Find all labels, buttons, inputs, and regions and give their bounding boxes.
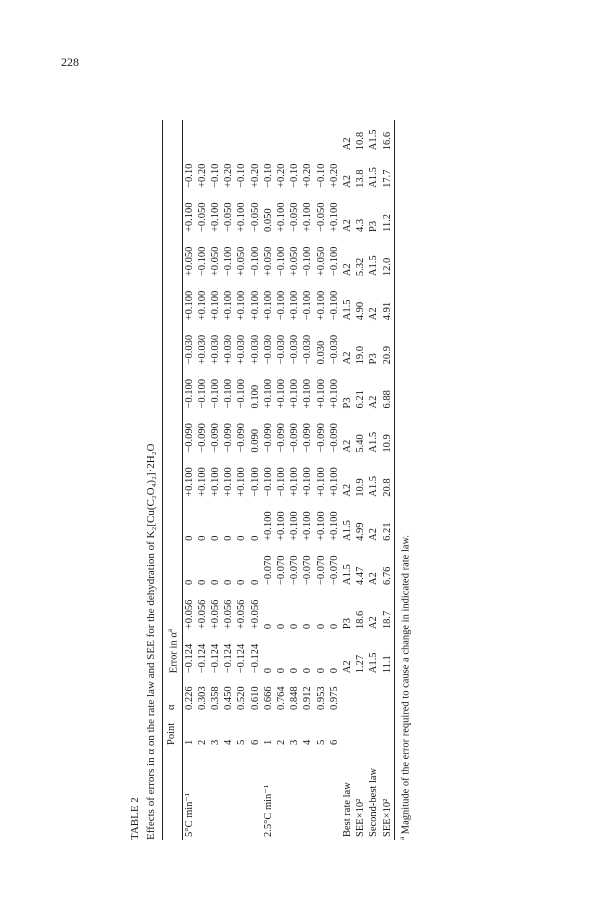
summary-cell: A2 [368,307,380,321]
table-cell: +0.056 [183,599,195,630]
table-cell: 0 [328,668,340,674]
table-cell: 4 [223,739,235,745]
table-cell: −0.10 [262,163,274,188]
table-row [182,120,196,840]
table-cell: +0.056 [249,599,261,630]
table-cell: 0.100 [249,384,261,409]
summary-label: SEE×10² [355,798,367,837]
table-row [196,120,209,840]
table-cell: +0.100 [302,378,314,409]
table-cell: −0.100 [328,290,340,321]
table-cell: −0.030 [183,334,195,365]
table-cell: −0.100 [302,246,314,277]
table-cell: −0.100 [223,378,235,409]
summary-cell: 18.6 [355,610,367,630]
summary-cell: 20.8 [381,478,393,497]
table-cell: +0.100 [223,290,235,321]
table-cell: 0.610 [249,686,261,711]
table-cell: −0.070 [275,555,287,585]
summary-cell: A2 [341,660,353,674]
table-cell: −0.10 [183,163,195,188]
summary-cell: A2 [341,351,353,365]
table-cell: 0 [183,535,195,541]
footnote-mark: a [397,836,406,840]
table-cell: +0.100 [315,378,327,409]
table-cell: +0.050 [183,246,195,277]
table-cell: 0.030 [315,340,327,365]
table-cell: +0.100 [262,378,274,409]
table-cell: −0.070 [289,555,301,585]
table-cell: −0.050 [315,202,327,232]
header-error-sup: a [166,629,174,633]
table-cell: +0.20 [275,163,287,188]
table-cell: 0.912 [302,686,314,711]
header-error [163,120,183,676]
table-cell: 0 [223,535,235,541]
table-cell: 1 [262,739,274,745]
table-cell: +0.100 [262,290,274,321]
summary-cell: 6.76 [381,566,393,585]
table-cell: −0.100 [249,467,261,497]
table-cell: −0.10 [236,163,248,188]
summary-cell: 5.32 [355,257,367,277]
table-row [288,120,301,840]
summary-cell: 16.6 [381,131,393,151]
footnote-text: Magnitude of the error required to cause a change in indicated rate law. [400,534,412,835]
table-cell: 0.520 [236,686,248,711]
summary-cell: A1.5 [368,129,380,151]
row-group-label [328,748,341,840]
summary-cell: A1.5 [341,564,353,585]
table-cell: +0.100 [315,511,327,541]
table-cell: +0.100 [183,290,195,321]
summary-cell: 6.88 [381,390,393,409]
header-point: Point [166,722,178,745]
table-cell: −0.100 [196,246,208,277]
row-group-label: 5°C min⁻¹ [183,792,195,837]
summary-cell: 4.91 [381,301,393,321]
summary-cell: 17.7 [381,169,393,188]
table-cell: 0 [289,668,301,674]
table-cell: −0.070 [262,555,274,585]
table-row [262,120,275,840]
summary-cell: 13.8 [355,169,367,188]
summary-cell: 12.0 [381,257,393,277]
table-cell: 4 [302,739,314,745]
table-cell: 1 [183,739,195,745]
summary-row [341,120,354,840]
table-row [315,120,328,840]
table-cell: 0.090 [249,429,261,453]
table-cell: +0.100 [236,467,248,497]
table-cell: −0.090 [289,423,301,453]
table-cell: +0.20 [328,163,340,188]
table-cell: +0.056 [196,599,208,630]
table-row [235,120,248,840]
summary-cell: 10.9 [355,478,367,497]
row-group-label [235,748,248,840]
summary-label: Second-best law [368,767,380,837]
table-cell: +0.100 [289,511,301,541]
table-cell: 0 [236,579,248,585]
table-cell: +0.056 [236,599,248,630]
row-group-label: 2.5°C min⁻¹ [262,785,274,837]
summary-cell: 4.47 [355,566,367,585]
table-cell: 0 [196,579,208,585]
table-cell: 6 [328,739,340,745]
table-cell: −0.100 [236,378,248,409]
table-cell: −0.124 [249,643,261,674]
table-row [328,120,341,840]
summary-cell: A2 [368,528,380,541]
table-cell: +0.030 [196,334,208,365]
table-cell: −0.100 [223,246,235,277]
table-cell: +0.030 [209,334,221,365]
table-cell: +0.050 [262,246,274,277]
table-cell: −0.090 [328,423,340,453]
table-cell: 0 [249,535,261,541]
summary-cell: A2 [341,219,353,232]
table-cell: −0.030 [289,334,301,365]
summary-cell: P3 [368,220,380,232]
table-cell: −0.100 [328,246,340,277]
summary-cell: A2 [368,395,380,409]
table-cell: 0 [209,579,221,585]
table-cell: −0.030 [302,334,314,365]
table-cell: −0.124 [183,643,195,674]
summary-label: SEE×10² [381,798,393,837]
row-group-label [275,748,288,840]
table-cell: −0.050 [249,202,261,232]
table-cell: +0.100 [262,511,274,541]
table-cell: −0.030 [275,334,287,365]
row-group-label [288,748,301,840]
table-cell: 5 [236,739,248,745]
summary-cell: 10.9 [381,434,393,453]
summary-cell: 19.0 [355,346,367,365]
table-cell: +0.100 [275,511,287,541]
summary-cell: A1.5 [368,167,380,188]
table-cell: +0.100 [275,378,287,409]
table-row [209,120,222,840]
table-cell: +0.100 [328,467,340,497]
table-cell: 0 [196,535,208,541]
header-alpha: α [166,704,178,711]
table-cell: −0.10 [209,163,221,188]
table-cell: −0.090 [223,423,235,453]
summary-cell: 10.8 [355,131,367,151]
table-cell: −0.090 [302,423,314,453]
summary-cell: A2 [341,137,353,151]
table-cell: 0 [275,668,287,674]
table-cell: +0.100 [302,467,314,497]
summary-cell: A1.5 [341,299,353,321]
table-cell: 6 [249,739,261,745]
table-cell: −0.100 [302,290,314,321]
summary-cell: P3 [368,353,380,365]
table-cell: +0.100 [328,202,340,232]
summary-cell: 5.40 [355,434,367,453]
table-cell: 0.848 [289,686,301,711]
table-cell: 0 [289,623,301,630]
table-cell: −0.100 [209,378,221,409]
table-cell: −0.100 [196,378,208,409]
table-cell: +0.030 [223,334,235,365]
table-cell: −0.100 [262,467,274,497]
table-cell: 3 [289,739,301,745]
summary-cell: 4.3 [355,218,367,232]
row-group-label [196,748,209,840]
table-cell: +0.050 [289,246,301,277]
table-cell: −0.124 [196,643,208,674]
rotated-table-block [128,120,458,840]
page-number: 228 [61,55,79,69]
table-cell: +0.056 [223,599,235,630]
table-cell: −0.124 [236,643,248,674]
summary-cell: A1.5 [368,652,380,674]
table-cell: 0 [328,623,340,630]
summary-cell: 11.2 [381,214,393,232]
table-cell: +0.100 [183,202,195,232]
summary-label: Best rate law [341,782,353,837]
table-cell: +0.100 [249,290,261,321]
table-cell: 0 [275,623,287,630]
table-cell: +0.050 [209,246,221,277]
summary-cell: A2 [341,439,353,453]
summary-cell: 6.21 [381,522,393,541]
table-cell: −0.100 [275,467,287,497]
summary-row [354,120,367,840]
table-cell: +0.100 [209,467,221,497]
table-cell: +0.100 [275,202,287,232]
table-cell: −0.050 [289,202,301,232]
table-cell: −0.050 [223,202,235,232]
table-cell: +0.100 [302,511,314,541]
table-cell: −0.124 [209,643,221,674]
table-cell: 0.450 [223,686,235,711]
table-cell: 0 [262,623,274,630]
table-cell: +0.100 [328,378,340,409]
summary-cell: P3 [341,397,353,409]
row-group-label [222,748,235,840]
summary-cell: 4.99 [355,522,367,541]
table-cell: 0 [302,623,314,630]
table-cell: +0.100 [236,202,248,232]
table-cell: −0.090 [315,423,327,453]
summary-cell: 4.90 [355,301,367,321]
table-cell: 0 [209,535,221,541]
table-cell: +0.100 [223,467,235,497]
header-error-text: Error in α [168,632,180,674]
table-cell: −0.090 [275,423,287,453]
table-cell: 0 [315,668,327,674]
table-cell: −0.10 [289,163,301,188]
table-row [275,120,288,840]
table-header-row [163,120,183,840]
table-cell: −0.100 [275,290,287,321]
table-cell: +0.100 [328,511,340,541]
table-cell: −0.100 [275,246,287,277]
table-cell: +0.100 [315,290,327,321]
table-cell: 0 [183,579,195,585]
table-cell: −0.070 [302,555,314,585]
summary-cell: A2 [341,175,353,188]
table-cell: 0.764 [275,686,287,711]
table-cell: +0.050 [236,246,248,277]
table-cell: +0.100 [289,290,301,321]
table-cell: 2 [275,739,287,745]
table-cell: −0.124 [223,643,235,674]
summary-cell: A1.5 [368,476,380,497]
table-cell: +0.100 [209,290,221,321]
table-cell: −0.030 [262,334,274,365]
table-cell: +0.100 [289,467,301,497]
table-cell: −0.090 [236,423,248,453]
summary-row [381,120,395,840]
summary-cell: A2 [368,572,380,585]
summary-cell: 18.7 [381,610,393,630]
summary-row [367,120,380,840]
table-cell: +0.20 [196,163,208,188]
summary-cell: 6.21 [355,390,367,409]
table-cell: 0.975 [328,686,340,711]
table-cell: +0.100 [236,290,248,321]
table-cell: 0 [302,668,314,674]
table-cell: +0.030 [236,334,248,365]
table-cell: +0.030 [249,334,261,365]
table-cell: 0.050 [262,208,274,232]
table-cell: 0.303 [196,686,208,711]
summary-cell: A1.5 [341,520,353,541]
row-group-label [301,748,314,840]
table-cell: −0.050 [196,202,208,232]
table-cell: +0.100 [209,202,221,232]
summary-cell: A1.5 [368,431,380,453]
table-cell: −0.090 [183,423,195,453]
table-cell: +0.100 [302,202,314,232]
table-cell: +0.056 [209,599,221,630]
table-cell: 0 [249,579,261,585]
table-cell: −0.100 [249,246,261,277]
table-cell: +0.20 [302,163,314,188]
table-cell: 0.226 [183,686,195,711]
table-cell: −0.030 [328,334,340,365]
summary-cell: 1.27 [355,654,367,674]
table-cell: −0.070 [328,555,340,585]
row-group-label [209,748,222,840]
table-cell: +0.100 [289,378,301,409]
table-cell: 3 [209,739,221,745]
table-body [182,120,394,840]
table-row [222,120,235,840]
table-cell: +0.100 [196,290,208,321]
table-cell: 2 [196,739,208,745]
table-cell: 0 [262,668,274,674]
header-blank [163,748,183,840]
summary-cell: A2 [341,263,353,277]
table-row [249,120,262,840]
data-table [162,120,395,840]
row-group-label [315,748,328,840]
table-cell: −0.090 [196,423,208,453]
table-cell: 0 [236,535,248,541]
table-cell: 0.666 [262,686,274,711]
table-label: TABLE 2 [129,797,141,840]
table-cell: −0.10 [315,163,327,188]
table-cell: +0.050 [315,246,327,277]
summary-cell: A1.5 [368,255,380,277]
table-cell: 0 [223,579,235,585]
summary-cell: 11.1 [381,655,393,674]
summary-cell: A2 [368,616,380,630]
table-cell: +0.20 [223,163,235,188]
table-row [301,120,314,840]
table-cell: +0.20 [249,163,261,188]
table-cell: −0.090 [209,423,221,453]
table-cell: −0.090 [262,423,274,453]
row-group-label [249,748,262,840]
summary-cell: P3 [341,618,353,630]
table-cell: 5 [315,739,327,745]
table-cell: +0.100 [196,467,208,497]
table-cell: 0.953 [315,686,327,711]
table-cell: 0 [315,623,327,630]
table-cell: −0.070 [315,555,327,585]
table-cell: 0.358 [209,686,221,711]
table-cell: +0.100 [315,467,327,497]
summary-cell: 20.9 [381,346,393,365]
summary-cell: A2 [341,483,353,497]
footnote [398,120,412,840]
table-cell: −0.100 [183,378,195,409]
table-cell: +0.100 [183,467,195,497]
table-caption: Effects of errors in α on the rate law and SEE for the dehydration of K₂[Cu(C₂O₄)₂]·2H₂O [145,443,157,840]
